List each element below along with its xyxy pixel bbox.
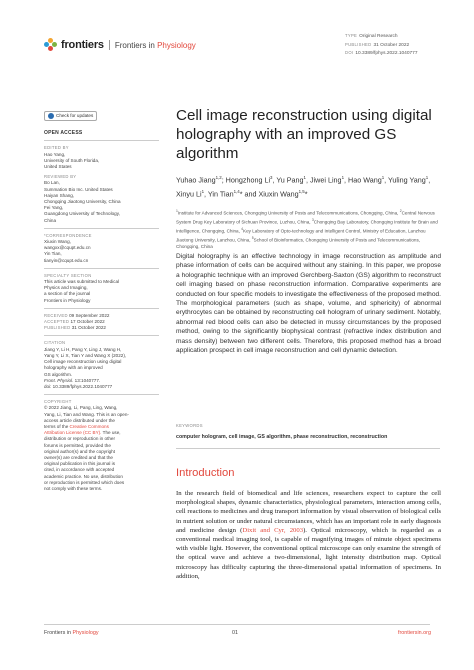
correspondence-list: Xiuxin Wang, wangxx@cqupt.edu.cn Yin Tian, tianyin@cqupt.edu.cn	[44, 239, 159, 264]
author-list: Yuhao Jiang$^{1,2}$; Hongzhong Li$^3$, Yu Pang$^1$, Jiwei Ling$^1$, Hao Wang$^1$, Yuling Yang$^1$, Xinyu Li$^1$, Yin Tian$^{1,4}$* and Xiuxin Wang$^{1,5}$*	[176, 175, 431, 198]
check-for-updates-button[interactable]: Check for updates	[44, 111, 97, 121]
article-meta: TYPE Original Research PUBLISHED 31 October 2022 DOI 10.3389/fphys.2022.1040777	[345, 33, 418, 57]
divider	[44, 335, 159, 336]
open-access-label: OPEN ACCESS	[44, 130, 83, 137]
citation-label: CITATION	[44, 340, 66, 346]
accepted-date: ACCEPTED 17 October 2022	[44, 319, 105, 325]
reviewed-by-label: REVIEWED BY	[44, 174, 77, 180]
doi-link[interactable]: 10.3389/fphys.2022.1040777	[355, 51, 418, 57]
specialty-label: SPECIALTY SECTION	[44, 272, 92, 278]
editor-list: Hao Yang, University of South Florida, United States	[44, 151, 100, 170]
citation-text: Jiang Y, Li H, Pang Y, Ling J, Wang H, Yang Y, Li X, Tian Y and Wang X (2022), Cell image reconstruction using digital holography with an improved GS algorithm. Front. Physiol. 13:1040777. doi: 10.3389/fphys.2022.1040777	[44, 347, 159, 390]
section-heading-introduction: Introduction	[176, 467, 235, 479]
footer-journal: Frontiers in Physiology	[44, 630, 99, 636]
citation-doi[interactable]: doi: 10.3389/fphys.2022.1040777	[44, 383, 113, 389]
keywords: computer hologram, cell image, GS algorithm, phase reconstruction, reconstruction	[176, 434, 388, 440]
article-title: Cell image reconstruction using digital holography with an improved GS algorithm	[176, 107, 432, 162]
abstract: Digital holography is an effective technology in image reconstruction as amplitude and phase information of cells can be acquired without any staining. In this paper, we propose a holographic technique with an improved Gerchberg-Saxton (GS) algorithm to reconstruct cell imaging based on phase reconstruction information. Comparative experiments are conducted on four specific models to investigate the effectiveness of the proposed method. The morphological parameters (such as shape, volume, and sphericity) of abnormal erythrocytes can be obtained by reconstructing cell hologram of urinary sediment. Notably, abnormal red blood cells can also be detected in mussy circumstances by the proposed method, owing to the significantly biophysical contrast (refractive index distribution and mass density) between two different cells. Therefore, this proposed method has a broad application prospect in cell image reconstruction and cell dynamic detection.	[176, 253, 441, 355]
citation-link[interactable]: Dixit and Cyr, 2003	[242, 526, 304, 534]
introduction-text: In the research field of biomedical and life sciences, researchers expect to capture the cell morphological shapes, dynamic characteristics, physiological parameters, interaction among cells, cell reactions to medicines and drug transport information by visual observation of biological cells in nutrient solution or under natural circumstances, which has an important role in early diagnosis and medicine design (Dixit and Cyr, 2003). Optical microscopy, which is regarded as a conventional medical imaging tool, is capable of magnifying images of minute object specimens with visible light. However, the conventional optical microscope can only examine the strength of the optical wave and achieve a two-dimensional, light intensity distribution map. Optical microscopy has difficulty capturing the three-dimensional spatial information of specimens. In addition,	[176, 490, 441, 580]
copyright-label: COPYRIGHT	[44, 399, 72, 405]
divider	[44, 308, 159, 309]
email-link[interactable]: wangxx@cqupt.edu.cn	[44, 245, 91, 251]
affiliations: $^1$Institute for Advanced Sciences, Chongqing University of Posts and Telecommunications, Chongqing, China, $^2$Central Nervous System Drug Key Laboratory of Sichuan Province, Luzhou, China, $^3$Chongqing Bay Laboratory, Chongqing Institute for Brain and Intelligence, Chongqing, China, $^4$Key Laboratory of Opto-technology and Intelligent Control, Ministry of Education, Lanzhou Jiaotong University, Lanzhou, China, $^5$School of Bioinformatics, Chongqing University of Posts and Telecommunications, Chongqing, China	[176, 209, 438, 249]
edited-by-label: EDITED BY	[44, 145, 69, 151]
page-number: 01	[232, 630, 238, 636]
journal-logo[interactable]	[44, 38, 196, 52]
divider	[176, 448, 440, 449]
received-date: RECEIVED 09 September 2022	[44, 312, 110, 318]
published-date-side: PUBLISHED 31 October 2022	[44, 325, 106, 331]
published-date: 31 October 2022	[373, 42, 410, 48]
frontiers-logo-icon	[44, 38, 58, 52]
logo-divider	[109, 40, 110, 50]
license-link[interactable]: Creative Commons	[69, 423, 109, 429]
correspondence-label: *CORRESPONDENCE	[44, 232, 92, 238]
update-check-icon	[48, 113, 54, 119]
keywords-label: KEYWORDS	[176, 423, 203, 428]
email-link[interactable]: tianyin@cqupt.edu.cn	[44, 257, 89, 263]
specialty-text: This article was submitted to Medical Physics and Imaging, a section of the journal Frontiers in Physiology	[44, 279, 120, 303]
copyright-text: © 2022 Jiang, Li, Pang, Ling, Wang, Yang, Li, Tian and Wang. This is an open- access article distributed under the terms of the Creative Commons Attribution License (CC BY). The use, distribution or reproduction in other forums is permitted, provided the original author(s) and the copyright owner(s) are credited and that the original publication in this journal is cited, in accordance with accepted academic practice. No use, distribution or reproduction is permitted which does not comply with these terms.	[44, 405, 129, 491]
license-link[interactable]: Attribution License (CC BY).	[44, 430, 102, 436]
footer-site-link[interactable]: frontiersin.org	[398, 630, 431, 636]
article-type: Original Research	[359, 34, 398, 39]
article-sidebar	[44, 111, 159, 492]
divider	[44, 394, 159, 395]
footer-divider	[44, 624, 430, 625]
divider	[44, 140, 159, 141]
divider	[44, 268, 159, 269]
reviewer-list: Bo Lan, Summation Bio Inc. United States Haiyan Shang, Chongqing Jiaotong University, China Fei Yang, Guangdong University of Technology, China	[44, 180, 121, 223]
brand-name: frontiers	[61, 39, 104, 51]
divider	[44, 228, 159, 229]
journal-name: Frontiers in Physiology	[114, 40, 196, 50]
